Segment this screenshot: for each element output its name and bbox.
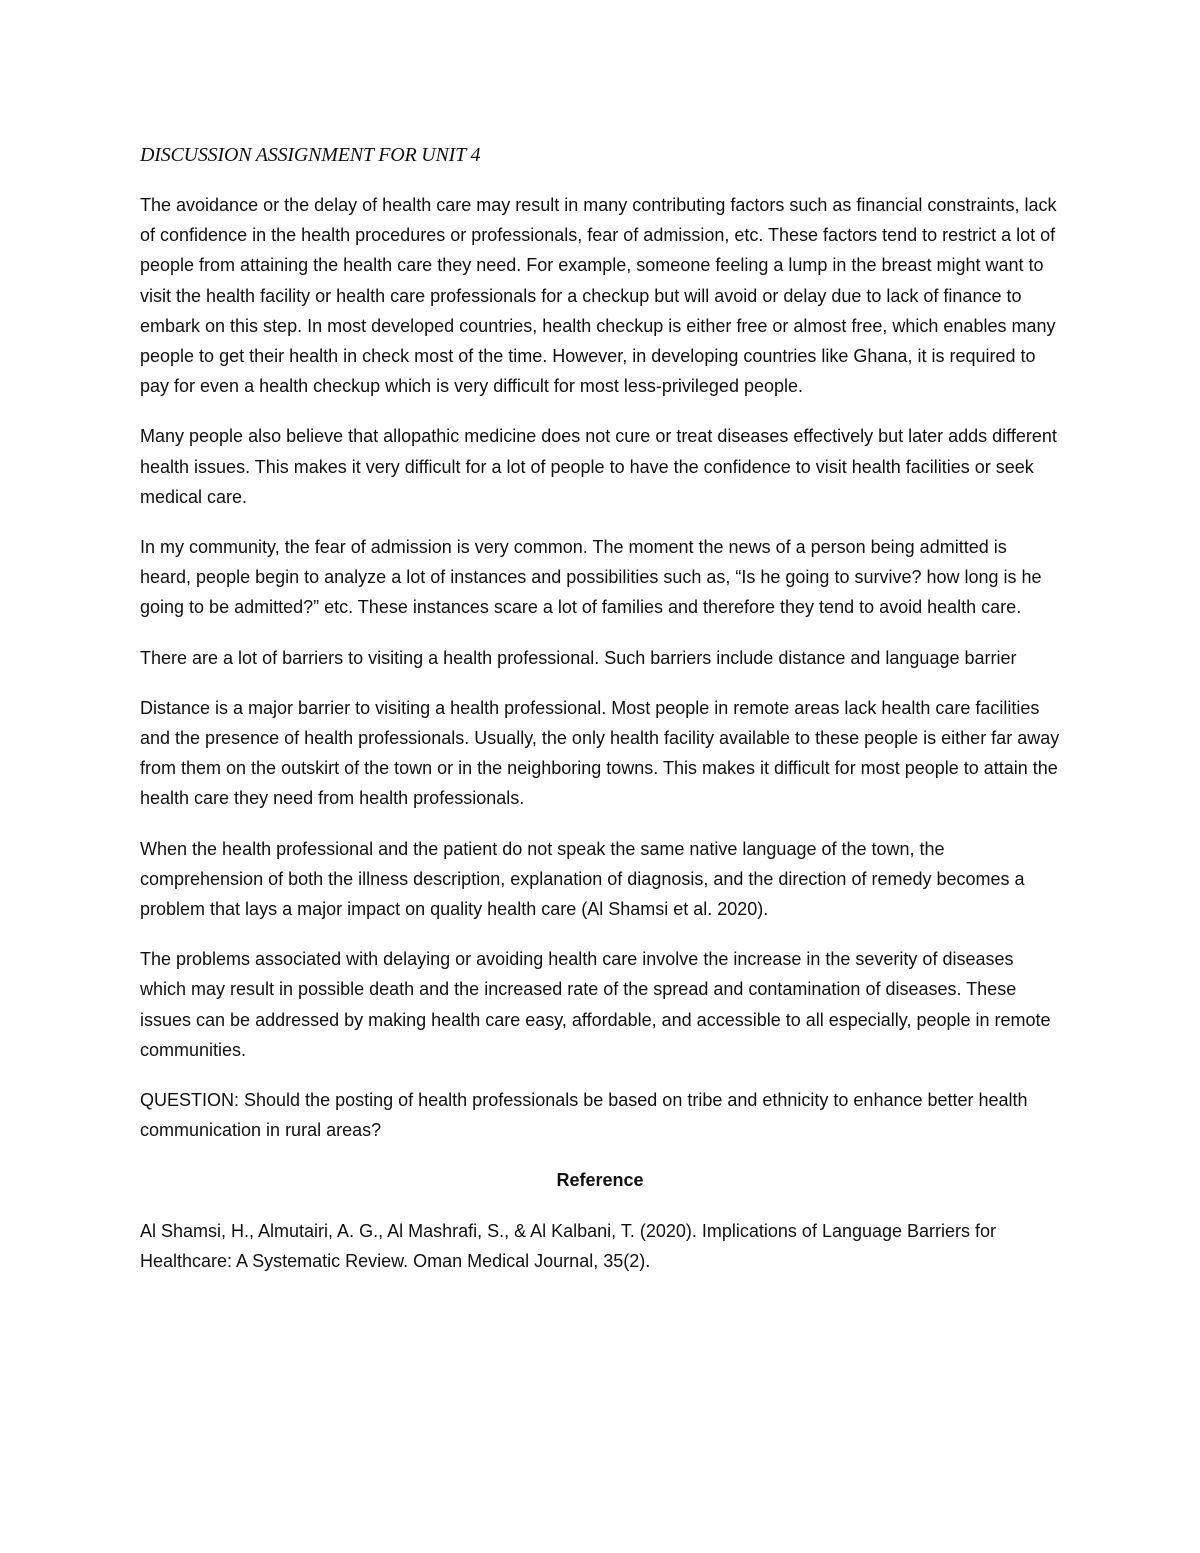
paragraph-barriers-intro: The avoidance or the delay of health care may result in many contributing factors such as financial constraints, lack of confidence in the health procedures or professionals, fear of admission, etc. These factors tend to restrict a lot of people from attaining the health care they need. For example, someone feeling a lump in the breast might want to visit the health facility or health care professionals for a checkup but will avoid or delay due to lack of finance to embark on this step. In most developed countries, health checkup is either free or almost free, which enables many people to get their health in check most of the time. However, in developing countries like Ghana, it is required to pay for even a health checkup which is very difficult for most less-privileged people. [140, 195, 1057, 397]
paragraph-distance-barrier: Distance is a major barrier to visiting a health professional. Most people in remote areas lack health care facilities and the presence of health professionals. Usually, the only health facility available to these people is either far away from them on the outskirt of the town or in the neighboring towns. This makes it difficult for most people to attain the health care they need from health professionals. [140, 697, 1060, 809]
paragraph-fear-of-admission: In my community, the fear of admission is very common. The moment the news of a person being admitted is heard, people begin to analyze a lot of instances and possibilities such as, “Is he going to survive? how long is he going to be admitted?” etc. These instances scare a lot of families and therefore they tend to avoid health care. [140, 537, 1042, 618]
document-page [140, 140, 1060, 1276]
paragraph-problems-and-solutions: The problems associated with delaying or avoiding health care involve the increase in the severity of diseases which may result in possible death and the increased rate of the spread and contamination of diseases. These issues can be addressed by making health care easy, affordable, and accessible to all especially, people in remote communities. [140, 949, 1051, 1060]
paragraph-allopathic-medicine: Many people also believe that allopathic medicine does not cure or treat diseases effectively but later adds different health issues. This makes it very difficult for a lot of people to have the confidence to visit health facilities or seek medical care. [140, 426, 1057, 507]
paragraph-question: QUESTION: Should the posting of health professionals be based on tribe and ethnicity to enhance better health communication in rural areas? [140, 1090, 1028, 1141]
document-title: DISCUSSION ASSIGNMENT FOR UNIT 4 [140, 144, 481, 166]
reference-heading: Reference [556, 1170, 644, 1191]
paragraph-barriers-list: There are a lot of barriers to visiting a health professional. Such barriers include distance and language barrier [140, 647, 1017, 668]
paragraph-language-barrier: When the health professional and the patient do not speak the same native language of the town, the comprehension of both the illness description, explanation of diagnosis, and the direction of remedy becomes a problem that lays a major impact on quality health care (Al Shamsi et al. 2020). [140, 838, 1025, 920]
reference-entry: Al Shamsi, H., Almutairi, A. G., Al Mashrafi, S., & Al Kalbani, T. (2020). Implications of Language Barriers for Healthcare: A Systematic Review. Oman Medical Journal, 35(2). [140, 1220, 997, 1271]
